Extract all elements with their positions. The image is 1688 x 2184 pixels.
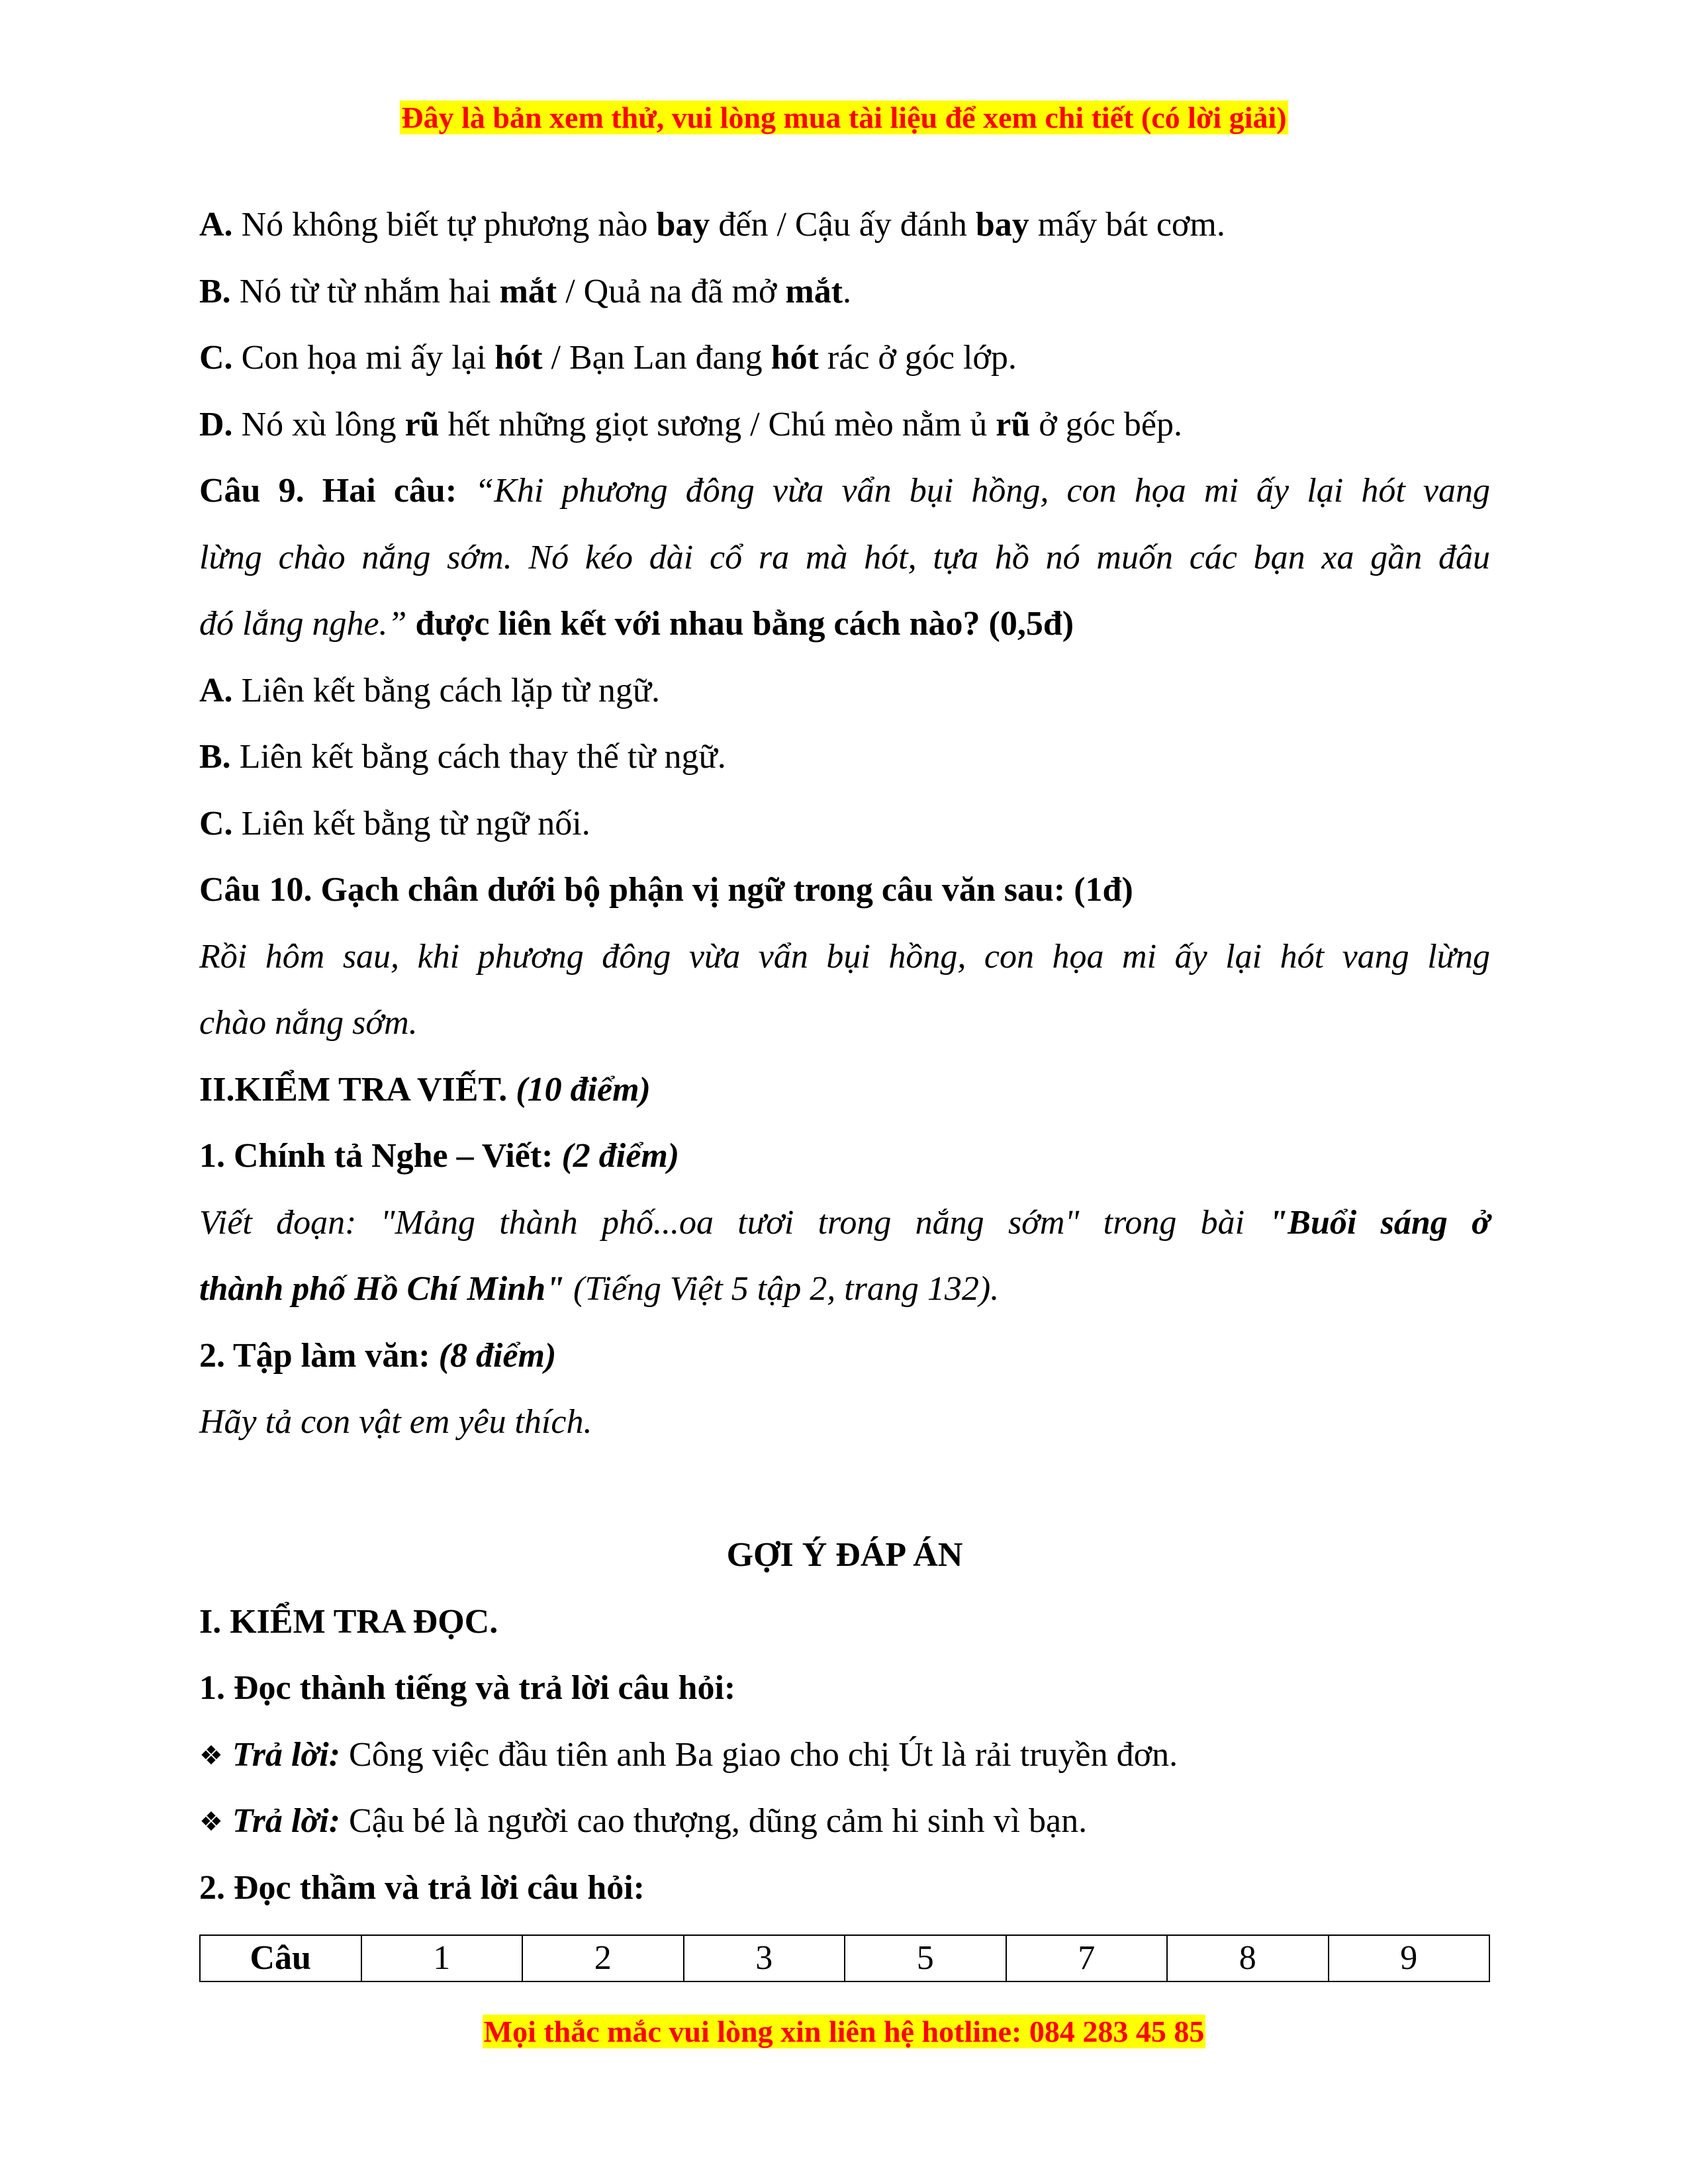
writing-section-heading: II.KIỂM TRA VIẾT. (10 điểm): [199, 1070, 651, 1109]
q9-line-2: lừng chào nắng sớm. Nó kéo dài cổ ra mà hót, tựa hồ nó muốn các bạn xa gần đâu: [199, 538, 1490, 576]
diamond-bullet-icon: ❖: [199, 1740, 223, 1771]
table-header-cell: Câu: [200, 1935, 361, 1981]
q9-line-3: đó lắng nghe.” được liên kết với nhau bằng cách nào? (0,5đ): [199, 605, 1074, 643]
answer-table: [199, 1934, 1490, 1982]
reading-section-heading: I. KIỂM TRA ĐỌC.: [199, 1602, 498, 1641]
table-row: [200, 1935, 1489, 1981]
diamond-bullet-icon: ❖: [199, 1807, 223, 1837]
blank-line: [199, 1456, 1490, 1523]
answer-bullet-2: ❖ Trả lời: Cậu bé là người cao thượng, dũng cảm hi sinh vì bạn.: [199, 1802, 1088, 1840]
table-cell: 1: [361, 1935, 523, 1981]
hotline-text: Mọi thắc mắc vui lòng xin liên hệ hotline: 084 283 45 85: [483, 2015, 1205, 2048]
table-cell: 2: [522, 1935, 684, 1981]
option-line-d: D. Nó xù lông rũ hết những giọt sương / Chú mèo nằm ủ rũ ở góc bếp.: [199, 405, 1182, 443]
q9-line-1: Câu 9. Hai câu: “Khi phương đông vừa vẩn bụi hồng, con họa mi ấy lại hót vang: [199, 472, 1491, 510]
q10-sentence-line-2: chào nắng sớm.: [199, 1004, 418, 1042]
option-line-a: A. Nó không biết tự phương nào bay đến / Cậu ấy đánh bay mấy bát cơm.: [199, 206, 1225, 244]
option-line-c: C. Con họa mi ấy lại hót / Bạn Lan đang hót rác ở góc lớp.: [199, 339, 1017, 377]
composition-task: Hãy tả con vật em yêu thích.: [199, 1403, 592, 1441]
preview-notice-text: Đây là bản xem thử, vui lòng mua tài liệu để xem chi tiết (có lời giải): [401, 101, 1287, 134]
answer-bullet-1: ❖ Trả lời: Công việc đầu tiên anh Ba giao cho chị Út là rải truyền đơn.: [199, 1735, 1178, 1774]
dictation-line-2: thành phố Hồ Chí Minh" (Tiếng Việt 5 tập 2, trang 132).: [199, 1270, 1000, 1308]
dictation-heading: 1. Chính tả Nghe – Viết: (2 điểm): [199, 1137, 680, 1175]
table-cell: 9: [1329, 1935, 1490, 1981]
read-aloud-heading: 1. Đọc thành tiếng và trả lời câu hỏi:: [199, 1669, 736, 1707]
table-cell: 3: [684, 1935, 845, 1981]
composition-heading: 2. Tập làm văn: (8 điểm): [199, 1336, 557, 1375]
dictation-line-1: Viết đoạn: "Mảng thành phố...oa tươi trong nắng sớm" trong bài "Buổi sáng ở: [199, 1203, 1490, 1242]
document-body: [199, 192, 1490, 1921]
preview-notice-banner: [0, 98, 1688, 138]
table-cell: 7: [1006, 1935, 1168, 1981]
q9-label: Câu 9. Hai câu:: [199, 472, 457, 510]
table-cell: 5: [845, 1935, 1006, 1981]
q10-heading: Câu 10. Gạch chân dưới bộ phận vị ngữ trong câu văn sau: (1đ): [199, 871, 1133, 909]
table-cell: 8: [1167, 1935, 1329, 1981]
q9-option-c: C. Liên kết bằng từ ngữ nối.: [199, 804, 590, 842]
hotline-banner: [0, 2012, 1688, 2052]
q9-option-a: A. Liên kết bằng cách lặp từ ngữ.: [199, 671, 661, 709]
answers-title: GỢI Ý ĐÁP ÁN: [726, 1536, 963, 1574]
q9-question: được liên kết với nhau bằng cách nào? (0,5đ): [406, 605, 1074, 643]
silent-reading-heading: 2. Đọc thầm và trả lời câu hỏi:: [199, 1868, 645, 1907]
q9-option-b: B. Liên kết bằng cách thay thế từ ngữ.: [199, 738, 726, 776]
option-line-b: B. Nó từ từ nhắm hai mắt / Quả na đã mở mắt.: [199, 272, 852, 310]
q10-sentence-line-1: Rồi hôm sau, khi phương đông vừa vẩn bụi hồng, con họa mi ấy lại hót vang lừng: [199, 937, 1490, 976]
